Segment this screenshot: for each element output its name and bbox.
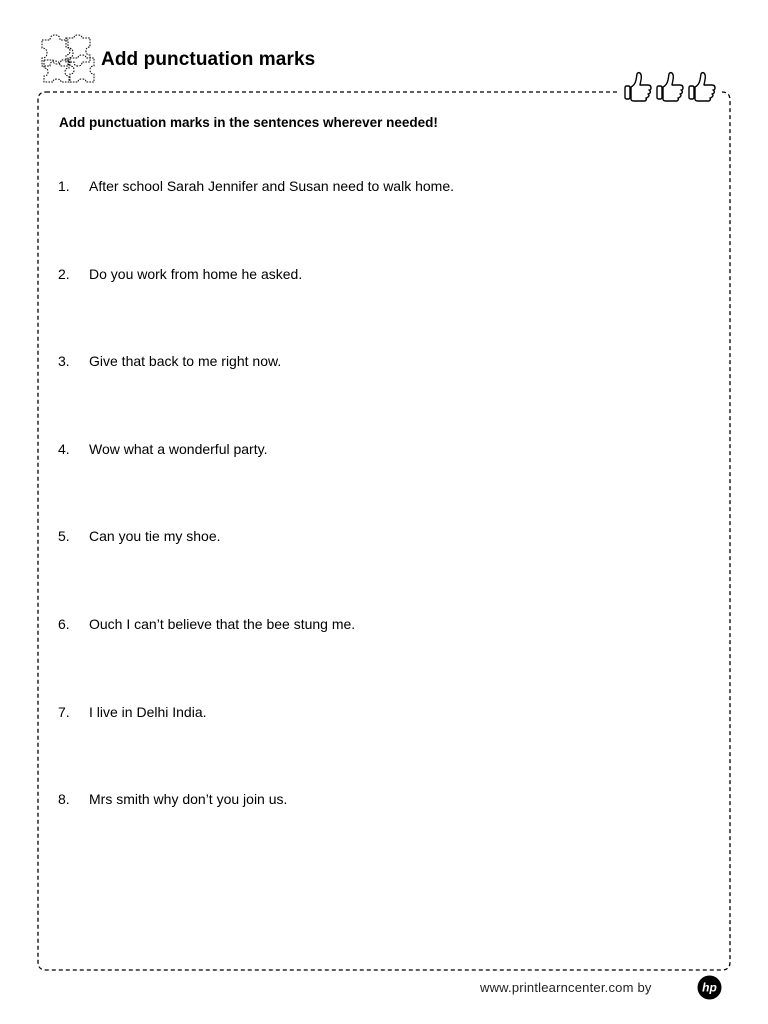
- instruction-text: Add punctuation marks in the sentences wherever needed!: [59, 115, 438, 130]
- thumbs-up-icon: [689, 73, 715, 101]
- question-text: Mrs smith why don’t you join us.: [89, 791, 288, 808]
- question-text: Can you tie my shoe.: [89, 528, 221, 545]
- hp-logo-text: hp: [702, 980, 717, 995]
- hp-logo-icon: [697, 975, 722, 1000]
- question-text: Do you work from home he asked.: [89, 265, 303, 282]
- question-number: 4.: [58, 440, 70, 457]
- thumbs-up-icon: [657, 73, 683, 101]
- question-text: After school Sarah Jennifer and Susan need to walk home.: [89, 178, 454, 194]
- thumbs-rating: [622, 70, 720, 104]
- question-number: 7.: [58, 703, 70, 720]
- question-number: 8.: [58, 791, 70, 808]
- question-number: 6.: [58, 615, 70, 632]
- question-number: 2.: [58, 265, 70, 282]
- thumbs-up-icon: [625, 73, 651, 101]
- question-number: 1.: [58, 178, 70, 194]
- question-text: I live in Delhi India.: [89, 703, 207, 720]
- puzzle-icon: [38, 34, 96, 84]
- page-title: Add punctuation marks: [101, 49, 316, 70]
- question-text: Give that back to me right now.: [89, 353, 282, 370]
- question-text: Ouch I can’t believe that the bee stung me.: [89, 615, 356, 632]
- footer-website: www.printlearncenter.com by: [480, 980, 652, 995]
- question-text: Wow what a wonderful party.: [89, 440, 268, 457]
- question-number: 3.: [58, 353, 70, 370]
- question-number: 5.: [58, 528, 70, 545]
